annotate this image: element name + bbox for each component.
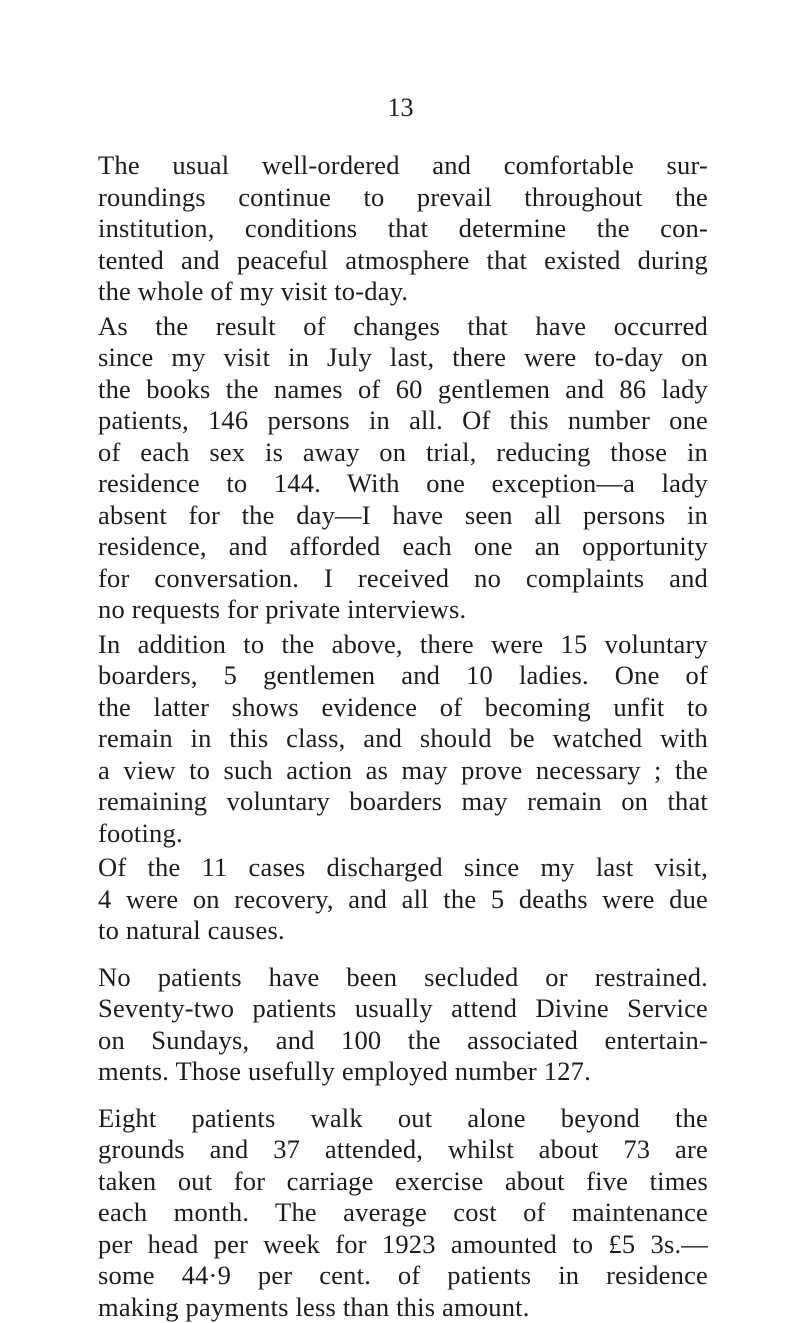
- paragraph-seclusion: [98, 962, 708, 1088]
- text-line: each month. The average cost of maintenance: [98, 1197, 708, 1229]
- text-line: remain in this class, and should be watched with: [98, 723, 708, 755]
- paragraph-changes: [98, 311, 708, 626]
- text-line: Seventy-two patients usually attend Divine Service: [98, 993, 708, 1025]
- text-line: ments. Those usefully employed number 127.: [98, 1056, 708, 1088]
- text-line: for conversation. I received no complaints and: [98, 563, 708, 595]
- text-line: no requests for private interviews.: [98, 594, 708, 626]
- text-line: the books the names of 60 gentlemen and 86 lady: [98, 374, 708, 406]
- text-line: grounds and 37 attended, whilst about 73 are: [98, 1134, 708, 1166]
- text-line: boarders, 5 gentlemen and 10 ladies. One of: [98, 660, 708, 692]
- text-line: since my visit in July last, there were to-day on: [98, 342, 708, 374]
- text-line: residence to 144. With one exception—a lady: [98, 468, 708, 500]
- text-line: footing.: [98, 818, 708, 850]
- paragraph-exercise-maintenance: [98, 1103, 708, 1323]
- text-line: Eight patients walk out alone beyond the: [98, 1103, 708, 1135]
- text-line: on Sundays, and 100 the associated entertain-: [98, 1025, 708, 1057]
- text-line: 4 were on recovery, and all the 5 deaths were due: [98, 884, 708, 916]
- text-line: residence, and afforded each one an opportunity: [98, 531, 708, 563]
- text-line: The usual well-ordered and comfortable sur-: [98, 150, 708, 182]
- text-line: remaining voluntary boarders may remain on that: [98, 786, 708, 818]
- text-line: roundings continue to prevail throughout the: [98, 182, 708, 214]
- paragraph-voluntary-boarders: [98, 629, 708, 850]
- document-body: [98, 150, 708, 1323]
- text-line: of each sex is away on trial, reducing those in: [98, 437, 708, 469]
- text-line: making payments less than this amount.: [98, 1292, 708, 1323]
- text-line: In addition to the above, there were 15 voluntary: [98, 629, 708, 661]
- text-line: No patients have been secluded or restrained.: [98, 962, 708, 994]
- text-line: Of the 11 cases discharged since my last visit,: [98, 852, 708, 884]
- page-number: 13: [0, 92, 801, 124]
- paragraph-surroundings: [98, 150, 708, 308]
- paragraph-discharged: [98, 852, 708, 947]
- text-line: tented and peaceful atmosphere that existed during: [98, 245, 708, 277]
- text-line: the latter shows evidence of becoming unfit to: [98, 692, 708, 724]
- text-line: the whole of my visit to-day.: [98, 276, 708, 308]
- text-line: institution, conditions that determine the con-: [98, 213, 708, 245]
- text-line: patients, 146 persons in all. Of this number one: [98, 405, 708, 437]
- text-line: per head per week for 1923 amounted to £5 3s.—: [98, 1229, 708, 1261]
- text-line: some 44·9 per cent. of patients in residence: [98, 1260, 708, 1292]
- text-line: absent for the day—I have seen all persons in: [98, 500, 708, 532]
- text-line: As the result of changes that have occurred: [98, 311, 708, 343]
- text-line: a view to such action as may prove necessary ; the: [98, 755, 708, 787]
- text-line: to natural causes.: [98, 915, 708, 947]
- text-line: taken out for carriage exercise about five times: [98, 1166, 708, 1198]
